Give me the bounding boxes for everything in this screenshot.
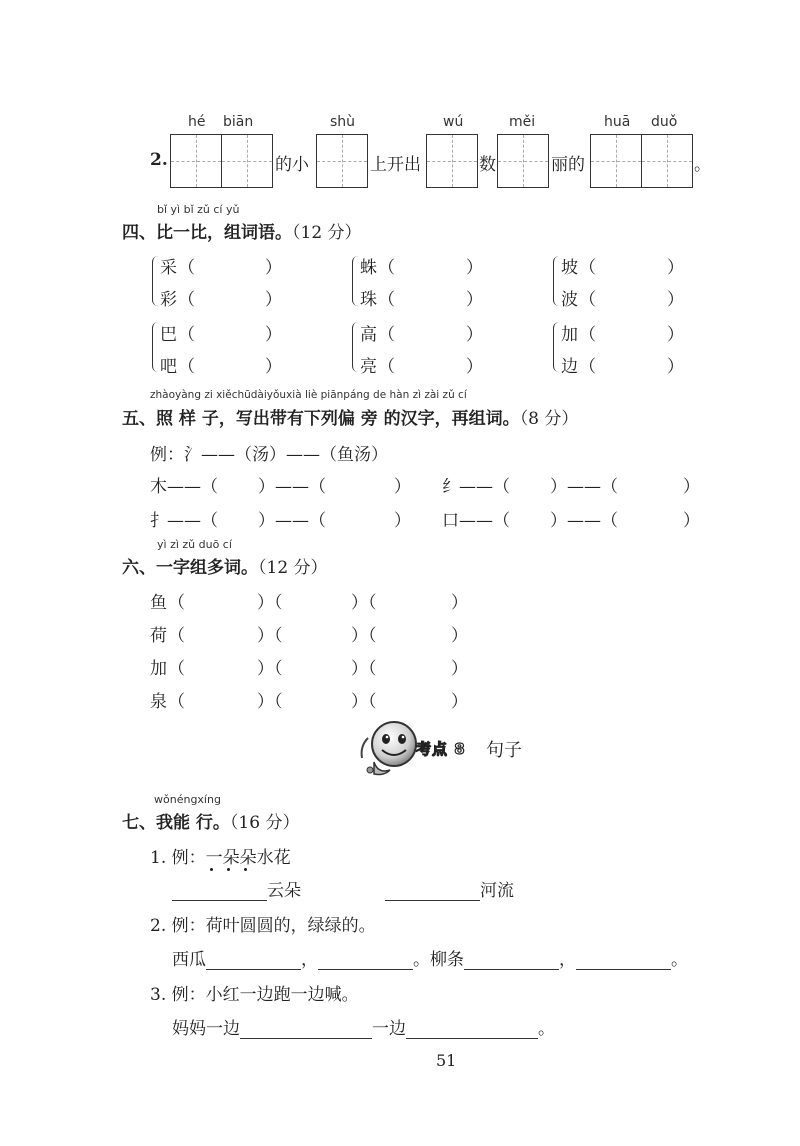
example-text: 例：氵——（汤）——（鱼汤） (150, 445, 388, 465)
answer-blank[interactable] (464, 951, 559, 970)
answer-blank[interactable] (576, 951, 671, 970)
answer-row: 西瓜 ， 。柳条 ， 。 (172, 950, 688, 970)
char: 波 (561, 290, 578, 310)
paren: ） (451, 692, 468, 712)
paren: ）（ (351, 593, 377, 613)
paren: ）（ (257, 659, 283, 679)
char: 彩 (160, 290, 177, 310)
paren: （ (178, 290, 195, 310)
writing-grid[interactable] (426, 134, 478, 188)
answer-row: 河流 (385, 876, 514, 901)
paren: （ (378, 357, 395, 377)
char: 加 (150, 659, 167, 679)
paren: ） (667, 357, 684, 377)
paren: ） (466, 258, 483, 278)
char: 荷 (150, 626, 167, 646)
pinyin: wú (443, 114, 464, 130)
section-title: 五、照 样 子，写出带有下列偏 旁 的汉字，再组词。（8 分） (122, 409, 579, 429)
question-1: 1. 例：一朵朵水花 (150, 848, 291, 868)
paren: ） (265, 325, 282, 345)
char: 珠 (360, 290, 377, 310)
text: 丽的 (551, 155, 585, 175)
char: 亮 (360, 357, 377, 377)
char: 蛛 (360, 258, 377, 278)
row-text: ）——（ (550, 477, 618, 497)
paren: ）（ (351, 692, 377, 712)
answer-blank[interactable] (406, 1020, 538, 1039)
answer-blank[interactable] (240, 1020, 372, 1039)
char: 边 (561, 357, 578, 377)
paren: ） (466, 325, 483, 345)
char: 采 (160, 258, 177, 278)
char: 吧 (160, 357, 177, 377)
row-text: ） (683, 511, 700, 531)
pinyin: měi (509, 114, 536, 130)
paren: （ (378, 325, 395, 345)
row-text: ）——（ (258, 511, 326, 531)
paren: （ (178, 325, 195, 345)
row-text: ） (394, 511, 411, 531)
smiley-mascot-icon (356, 718, 424, 780)
paren: ） (667, 290, 684, 310)
section-pinyin: wǒnéngxíng (154, 793, 221, 806)
section-pinyin: bǐ yì bǐ zǔ cí yǔ (157, 203, 240, 216)
row-text: 扌——（ (150, 511, 218, 531)
answer-blank[interactable] (206, 951, 301, 970)
answer-row: 云朵 (172, 876, 301, 901)
page-number: 51 (436, 1051, 457, 1070)
row-text: 纟——（ (442, 477, 510, 497)
pinyin: hé (188, 114, 206, 130)
char: 巴 (160, 325, 177, 345)
pinyin: duǒ (651, 114, 678, 130)
text: 数 (479, 155, 496, 175)
section-title: 四、比一比，组词语。（12 分） (122, 223, 362, 243)
text: 的小 (275, 155, 309, 175)
writing-grid[interactable] (497, 134, 549, 188)
paren: ） (265, 357, 282, 377)
paren: ）（ (257, 626, 283, 646)
paren: ） (451, 593, 468, 613)
writing-grid[interactable] (590, 134, 693, 188)
paren: ） (265, 258, 282, 278)
paren: （ (178, 357, 195, 377)
row-text: ） (683, 477, 700, 497)
paren: （ (579, 258, 596, 278)
text: 上开出 (370, 155, 421, 175)
pinyin: biān (223, 114, 254, 130)
char: 鱼 (150, 593, 167, 613)
writing-grid[interactable] (170, 134, 273, 188)
paren: ） (265, 290, 282, 310)
row-text: ） (394, 477, 411, 497)
paren: （ (378, 290, 395, 310)
paren: （ (168, 593, 185, 613)
topic-title: 句子 (486, 740, 522, 761)
paren: （ (168, 626, 185, 646)
pinyin: shù (330, 114, 356, 130)
writing-grid[interactable] (316, 134, 368, 188)
paren: ） (451, 659, 468, 679)
char: 高 (360, 325, 377, 345)
paren: ）（ (257, 593, 283, 613)
paren: ）（ (257, 692, 283, 712)
row-text: 口——（ (442, 511, 510, 531)
paren: （ (168, 659, 185, 679)
question-number: 2. (150, 150, 168, 170)
section-pinyin: yì zì zǔ duō cí (157, 538, 232, 551)
row-text: 木——（ (150, 477, 218, 497)
paren: ）（ (351, 626, 377, 646)
answer-blank[interactable] (172, 882, 267, 901)
paren: ） (451, 626, 468, 646)
paren: ） (667, 325, 684, 345)
row-text: ）——（ (550, 511, 618, 531)
char: 泉 (150, 692, 167, 712)
paren: （ (178, 258, 195, 278)
paren: （ (579, 325, 596, 345)
pinyin: huā (604, 114, 631, 130)
answer-blank[interactable] (318, 951, 413, 970)
question-2: 2. 例：荷叶圆圆的，绿绿的。 (150, 916, 376, 936)
topic-badge: 考点 8 (416, 740, 466, 758)
paren: ） (466, 290, 483, 310)
answer-row: 妈妈一边 一边 。 (172, 1019, 555, 1039)
paren: ）（ (351, 659, 377, 679)
paren: （ (168, 692, 185, 712)
row-text: ）——（ (258, 477, 326, 497)
question-3: 3. 例：小红一边跑一边喊。 (150, 985, 359, 1005)
paren: （ (579, 290, 596, 310)
section-title: 六、一字组多词。（12 分） (122, 558, 328, 578)
char: 坡 (561, 258, 578, 278)
answer-blank[interactable] (385, 882, 480, 901)
paren: ） (466, 357, 483, 377)
text: 。 (694, 155, 711, 175)
section-pinyin: zhàoyàng zi xiěchūdàiyǒuxià liè piānpáng de hàn zì zài zǔ cí (150, 389, 467, 401)
char: 加 (561, 325, 578, 345)
paren: （ (378, 258, 395, 278)
paren: ） (667, 258, 684, 278)
paren: （ (579, 357, 596, 377)
section-title: 七、我能 行。（16 分） (122, 813, 300, 833)
